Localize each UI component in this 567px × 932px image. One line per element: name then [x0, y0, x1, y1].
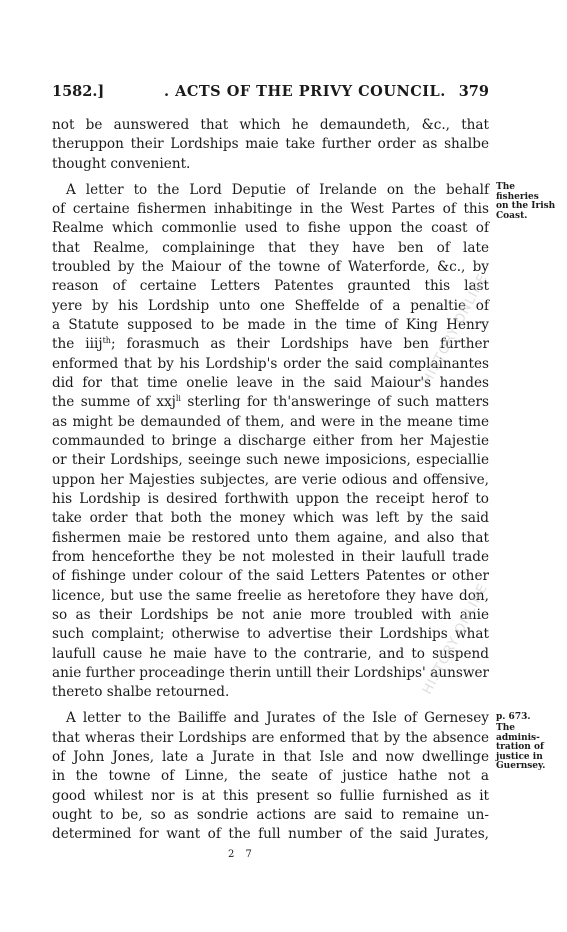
signature-mark: 2 7 [228, 849, 256, 860]
text-line: that Realme, complaininge that they have ben of late [52, 240, 489, 256]
text-line: thought convenient. [52, 156, 191, 172]
text-line: commaunded to bringe a discharge either from her Majestie [52, 433, 489, 449]
text-fragment: ; forasmuch as their Lordships have ben further [110, 336, 490, 352]
margin-note-page-ref [496, 713, 560, 723]
margin-note-line: Coast. [496, 210, 528, 221]
text-line: anie further proceadinge therin untill their Lordships' aunswer [52, 665, 489, 681]
text-line: enformed that by his Lordship's order the said complainantes [52, 356, 489, 372]
text-line: did for that time onelie leave in the said Maiour's handes [52, 375, 489, 391]
text-line: licence, but use the same freelie as heretofore they have don, [52, 588, 489, 604]
text-line: as might be demaunded of them, and were in the meane time [52, 414, 489, 430]
text-line [52, 393, 489, 411]
text-line: a Statute supposed to be made in the time of King Henry [52, 317, 489, 333]
header-title: . ACTS OF THE PRIVY COUNCIL. [164, 83, 446, 100]
margin-note-justice [496, 724, 560, 772]
margin-note-line: The adminis- [496, 723, 540, 743]
text-line: so as their Lordships be not anie more troubled with anie [52, 607, 489, 623]
text-line [52, 335, 489, 353]
text-line: of John Jones, late a Jurate in that Isle and now dwellinge [52, 749, 489, 765]
text-line: not be aunswered that which he demaundeth, &c., that [52, 117, 489, 133]
text-line: that wheras their Lordships are enformed that by the absence [52, 730, 489, 746]
text-line: of certaine fishermen inhabitinge in the West Partes of this [52, 201, 489, 217]
text-line: from henceforthe they be not molested in their laufull trade [52, 549, 489, 565]
text-fragment: the summe of xxj [52, 394, 176, 410]
text-line: thereto shalbe retourned. [52, 684, 230, 700]
text-line: such complaint; otherwise to advertise their Lordships what [52, 626, 489, 642]
page-number: 379 [458, 83, 489, 100]
running-header [52, 83, 489, 105]
margin-note-line: on the Irish [496, 201, 556, 211]
text-line: of fishinge under colour of the said Letters Patentes or other [52, 568, 489, 584]
text-line: troubled by the Maiour of the towne of Waterforde, &c., by [52, 259, 489, 275]
watermark: HISTORY ONLINE [420, 271, 492, 388]
margin-note-line: justice in [496, 751, 543, 762]
watermark: HISTORY ONLINE [420, 581, 492, 698]
text-line: in the towne of Linne, the seate of justice hathe not a [52, 768, 489, 784]
text-line: fishermen maie be restored unto them againe, and also that [52, 530, 489, 546]
text-line: uppon her Majesties subjectes, are verie odious and offensive, [52, 472, 489, 488]
text-line: reason of certaine Letters Patentes graunted this last [52, 278, 489, 294]
text-line: take order that both the money which was left by the said [52, 510, 489, 526]
margin-note-line: The fisheries [496, 182, 539, 202]
page-reference: p. 673. [496, 712, 531, 722]
text-line: A letter to the Bailiffe and Jurates of the Isle of Gernesey [66, 710, 489, 726]
margin-note-line: Guernsey. [496, 761, 546, 771]
superscript: th [102, 336, 111, 345]
text-fragment: the iiij [52, 336, 103, 352]
text-line: ought to be, so as sondrie actions are said to remaine un- [52, 807, 489, 823]
margin-note-fisheries [496, 183, 560, 221]
superscript: li [175, 394, 181, 403]
header-year: 1582.] [52, 83, 105, 100]
text-fragment: sterling for th'answeringe of such matters [181, 394, 489, 410]
text-line: laufull cause he maie have to the contrarie, and to suspend [52, 646, 489, 662]
text-line: determined for want of the full number of the said Jurates, [52, 826, 489, 842]
text-line: his Lordship is desired forthwith uppon the receipt herof to [52, 491, 489, 507]
text-line: A letter to the Lord Deputie of Irelande on the behalf [66, 182, 489, 198]
text-line: good whilest nor is at this present so fullie furnished as it [52, 788, 489, 804]
text-line: Realme which commonlie used to fishe uppon the coast of [52, 220, 489, 236]
text-line: yere by his Lordship unto one Sheffelde of a penaltie of [52, 298, 489, 314]
text-line: theruppon their Lordships maie take further order as shalbe [52, 136, 489, 152]
margin-note-line: tration of [496, 742, 544, 752]
text-line: or their Lordships, seeinge such newe imposicions, especiallie [52, 452, 489, 468]
